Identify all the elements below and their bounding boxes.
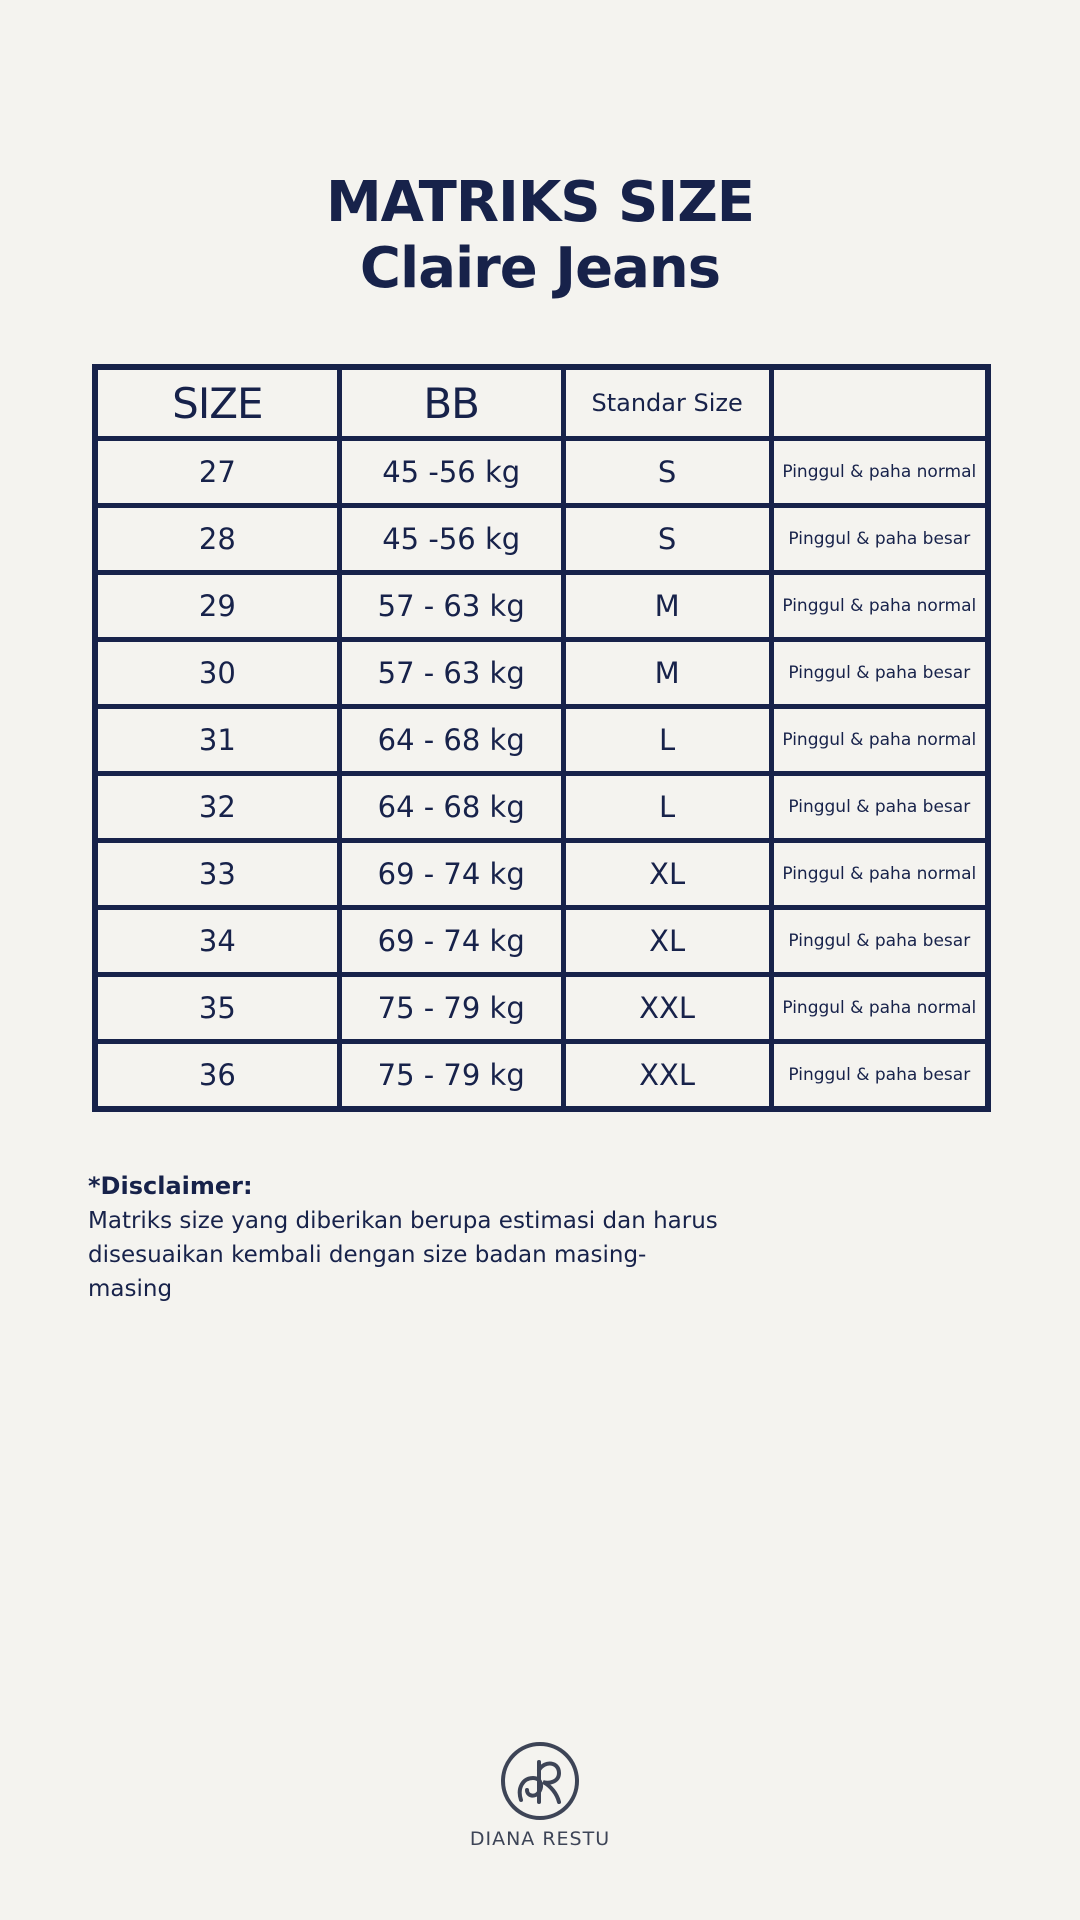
cell-standard: M — [563, 573, 771, 640]
cell-note: Pinggul & paha besar — [771, 908, 988, 975]
table-row — [95, 506, 988, 573]
title-line-1: MATRIKS SIZE — [325, 170, 755, 235]
header-size: SIZE — [95, 367, 339, 439]
table-row — [95, 975, 988, 1042]
cell-size: 30 — [95, 640, 339, 707]
cell-standard: XXL — [563, 1042, 771, 1110]
cell-bb: 57 - 63 kg — [339, 573, 563, 640]
cell-bb: 57 - 63 kg — [339, 640, 563, 707]
cell-standard: XXL — [563, 975, 771, 1042]
cell-size: 35 — [95, 975, 339, 1042]
table-header-row — [95, 367, 988, 439]
cell-standard: M — [563, 640, 771, 707]
cell-size: 29 — [95, 573, 339, 640]
cell-standard: L — [563, 774, 771, 841]
brand-footer — [0, 1740, 1080, 1850]
table-row — [95, 908, 988, 975]
table-row — [95, 707, 988, 774]
disclaimer-heading: *Disclaimer: — [88, 1172, 253, 1200]
cell-note: Pinggul & paha normal — [771, 841, 988, 908]
cell-size: 32 — [95, 774, 339, 841]
cell-bb: 64 - 68 kg — [339, 774, 563, 841]
table-row — [95, 640, 988, 707]
disclaimer — [88, 1168, 988, 1306]
header-standard-size: Standar Size — [563, 367, 771, 439]
cell-bb: 75 - 79 kg — [339, 1042, 563, 1110]
cell-note: Pinggul & paha normal — [771, 975, 988, 1042]
page-title — [0, 170, 1080, 302]
cell-note: Pinggul & paha besar — [771, 774, 988, 841]
cell-bb: 69 - 74 kg — [339, 841, 563, 908]
cell-standard: XL — [563, 841, 771, 908]
dr-monogram-logo-icon — [499, 1740, 581, 1822]
cell-note: Pinggul & paha besar — [771, 1042, 988, 1110]
cell-bb: 45 -56 kg — [339, 439, 563, 506]
cell-note: Pinggul & paha normal — [771, 707, 988, 774]
cell-bb: 45 -56 kg — [339, 506, 563, 573]
cell-size: 33 — [95, 841, 339, 908]
cell-size: 28 — [95, 506, 339, 573]
table-row — [95, 439, 988, 506]
cell-size: 36 — [95, 1042, 339, 1110]
cell-bb: 64 - 68 kg — [339, 707, 563, 774]
cell-bb: 75 - 79 kg — [339, 975, 563, 1042]
title-line-2: Claire Jeans — [359, 236, 721, 301]
cell-standard: L — [563, 707, 771, 774]
table-row — [95, 841, 988, 908]
cell-standard: S — [563, 506, 771, 573]
brand-name: DIANA RESTU — [469, 1828, 611, 1850]
cell-bb: 69 - 74 kg — [339, 908, 563, 975]
cell-size: 31 — [95, 707, 339, 774]
table-row — [95, 774, 988, 841]
cell-size: 27 — [95, 439, 339, 506]
table-row — [95, 1042, 988, 1110]
size-matrix-table — [92, 364, 991, 1112]
cell-note: Pinggul & paha besar — [771, 640, 988, 707]
table-row — [95, 573, 988, 640]
cell-standard: S — [563, 439, 771, 506]
cell-note: Pinggul & paha normal — [771, 439, 988, 506]
cell-size: 34 — [95, 908, 339, 975]
cell-note: Pinggul & paha besar — [771, 506, 988, 573]
cell-standard: XL — [563, 908, 771, 975]
disclaimer-text: Matriks size yang diberikan berupa estimasi dan harus disesuaikan kembali dengan size badan masing-masing — [88, 1208, 718, 1302]
header-bb: BB — [339, 367, 563, 439]
header-note — [771, 367, 988, 439]
cell-note: Pinggul & paha normal — [771, 573, 988, 640]
